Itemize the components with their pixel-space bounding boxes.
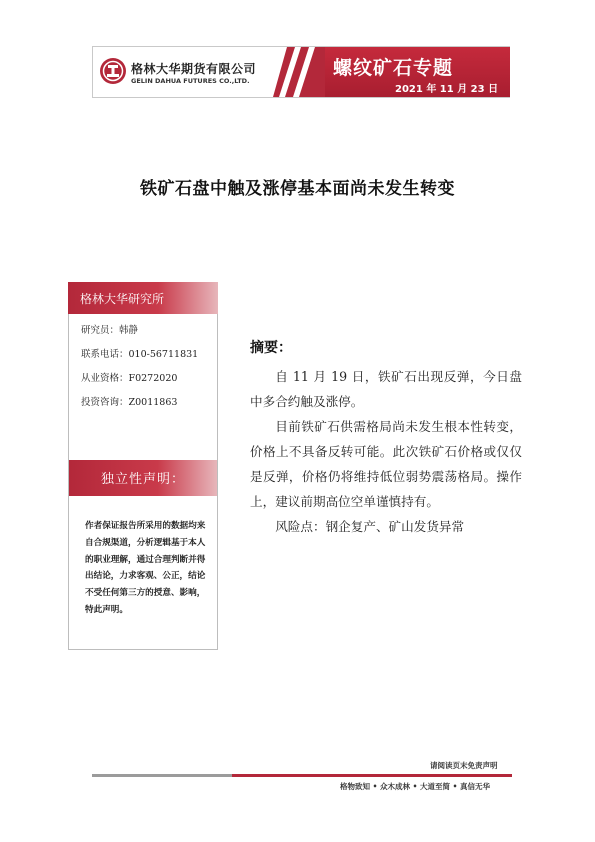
company-motto: 格物致知 • 众木成林 • 大道至简 • 真信无华	[340, 782, 491, 791]
author-sidebar	[68, 282, 218, 650]
company-logo	[93, 47, 283, 97]
report-type: 螺纹矿石专题	[333, 57, 454, 79]
institute-header	[68, 282, 218, 314]
footer-divider-grey	[92, 774, 232, 777]
footer-divider-red	[232, 774, 512, 777]
disclaimer-note: 请阅读页末免责声明	[430, 761, 498, 770]
company-name-cn: 格林大华期货有限公司	[131, 62, 257, 76]
company-logo-icon	[99, 57, 127, 85]
qualification-number: 从业资格：F0272020	[81, 373, 178, 384]
abstract-body	[250, 364, 522, 539]
contact-phone: 联系电话：010-56711831	[81, 349, 199, 360]
company-name-en: GELIN DAHUA FUTURES CO.,LTD.	[131, 77, 250, 85]
report-title: 铁矿石盘中触及涨停基本面尚未发生转变	[140, 179, 455, 199]
consulting-number: 投资咨询：Z0011863	[81, 397, 178, 408]
declaration-header	[69, 460, 217, 496]
risk-points: 风险点：钢企复产、矿山发货异常	[275, 519, 465, 534]
abstract-heading: 摘要：	[250, 340, 292, 356]
declaration-text: 作者保证报告所采用的数据均来自合规渠道，分析逻辑基于本人的职业理解，通过合理判断并得出结论，力求客观、公正，结论不受任何第三方的授意、影响，特此声明。	[85, 521, 206, 615]
banner-stripes-decoration	[273, 47, 333, 97]
abstract-paragraph: 目前铁矿石供需格局尚未发生根本性转变，价格上不具备反转可能。此次铁矿石价格或仅仅是反弹，价格仍将维持低位弱势震荡格局。操作上，建议前期高位空单谨慎持有。	[250, 419, 522, 509]
declaration-title: 独立性声明：	[100, 472, 185, 487]
institute-name: 格林大华研究所	[80, 292, 165, 306]
report-header	[92, 46, 510, 98]
researcher-name: 研究员：韩静	[81, 325, 139, 336]
abstract-paragraph: 自 11 月 19 日，铁矿石出现反弹，今日盘中多合约触及涨停。	[250, 369, 522, 409]
report-date: 2021 年 11 月 23 日	[395, 84, 499, 95]
